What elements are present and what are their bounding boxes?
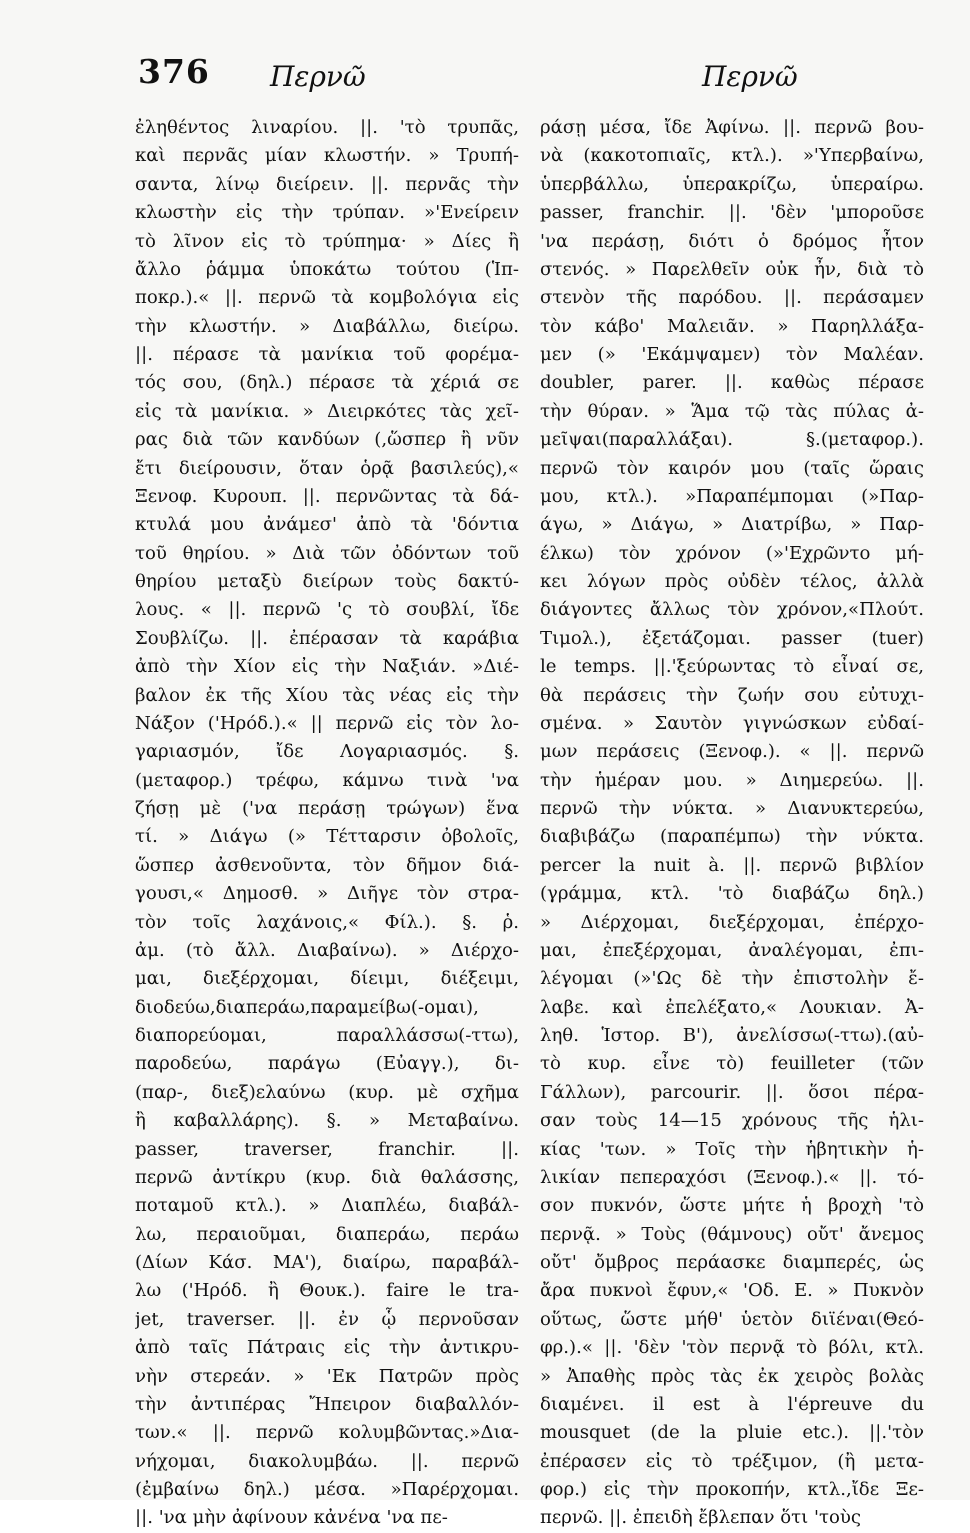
text-line: ὥσπερ ἀσθενοῦντα, τὸν δῆμον διά-: [135, 854, 519, 876]
text-line: (μεταφορ.) τρέφω, κάμνω τινὰ 'να: [135, 769, 519, 791]
text-line: ἀμ. (τὸ ἄλλ. Διαβαίνω). » Διέρχο-: [135, 939, 519, 961]
text-line: passer, franchir. ||. 'δὲν 'μποροῦσε: [540, 202, 924, 224]
text-line: μαι, διεξέρχομαι, δίειμι, διέξειμι,: [135, 968, 519, 990]
text-line: περνῶ τὸν καιρόν μου (ταῖς ὥραις: [540, 457, 924, 479]
text-line: λους. « ||. περνῶ 'ς τὸ σουβλί, ἴδε: [135, 599, 519, 621]
text-line: περνῶ. ||. ἐπειδὴ ἔβλεπαν ὅτι 'τοὺς: [540, 1507, 862, 1529]
text-line: mousquet (de la pluie etc.). ||.'τὸν: [540, 1422, 924, 1444]
text-line: τί. » Διάγω (» Τέτταρσιν ὀβολοῖς,: [135, 826, 519, 848]
text-line: σμένα. » Σαυτὸν γιγνώσκων εὐδαί-: [540, 712, 924, 734]
text-line: νὴν στερεάν. » 'Εκ Πατρῶν πρὸς: [135, 1365, 519, 1387]
text-line: (παρ-, διεξ)ελαύνω (κυρ. μὲ σχῆμα: [135, 1081, 519, 1103]
text-line: ἔτι διείρουσιν, ὅταν ὁρᾷ βασιλεύς),«: [135, 457, 519, 479]
text-line: (ἐμβαίνω δηλ.) μέσα. »Παρέρχομαι.: [135, 1479, 519, 1500]
text-line: μου, κτλ.). »Παραπέμπομαι (»Παρ-: [540, 485, 924, 507]
text-line: μαι, ἐπεξέρχομαι, ἀναλέγομαι, ἐπι-: [540, 939, 924, 961]
text-line: τὴν ἀντιπέρας Ἤπειρον διαβαλλόν-: [135, 1393, 519, 1415]
text-line: jet, traverser. ||. ἐν ᾧ περνοῦσαν: [135, 1308, 519, 1330]
text-line: διάγοντες ἄλλως τὸν χρόνον,«Πλούτ.: [540, 599, 924, 621]
text-line: έλκω) τὸν χρόνον (»'Εχρῶντο μή-: [540, 542, 924, 564]
text-line: passer, traverser, franchir. ||.: [135, 1138, 519, 1160]
text-line: στενὸν τῆς παρόδου. ||. περάσαμεν: [540, 287, 924, 309]
text-line: τοῦ θηρίου. » Διὰ τῶν ὀδόντων τοῦ: [135, 542, 519, 564]
text-line: καὶ περνᾶς μίαν κλωστήν. » Τρυπή-: [135, 145, 519, 167]
text-line: κλωστὴν εἰς τὴν τρύπαν. »'Ενείρειν: [135, 202, 519, 224]
text-line: θὰ περάσεις τὴν ζωήν σου εὐτυχι-: [540, 684, 924, 706]
text-line: ἄλλο ῥάμμα ὑποκάτω τούτου (Ἱπ-: [135, 258, 519, 280]
text-line: (γράμμα, κτλ. 'τὸ διαβάζω δηλ.): [540, 883, 924, 905]
text-line: 'να περάσῃ, διότι ὁ δρόμος ἦτον: [540, 230, 924, 252]
text-line: παροδεύω, παράγω (Εὐαγγ.), δι-: [135, 1053, 519, 1075]
text-line: Νάξον ('Ηρόδ.).« || περνῶ εἰς τὸν λο-: [135, 712, 519, 734]
text-line: τὴν κλωστήν. » Διαβάλλω, διείρω.: [135, 315, 519, 337]
text-line: ἄρα πυκνοὶ ἔφυν,« 'Οδ. Ε. » Πυκνὸν: [540, 1280, 924, 1302]
text-line: λικίαν πεπεραχόσι (Ξενοφ.).« ||. τό-: [540, 1166, 924, 1188]
text-line: τὸν τοῖς λαχάνοις,« Φίλ.). §. ῥ.: [135, 911, 519, 933]
text-line: ἢ καβαλλάρης). §. » Μεταβαίνω.: [135, 1110, 519, 1132]
running-head-left: Περνῶ: [270, 60, 366, 93]
text-line: θηρίου μεταξὺ διείρων τοὺς δακτύ-: [135, 571, 519, 592]
text-line: ||. πέρασε τὰ μανίκια τοῦ φορέμα-: [135, 344, 519, 365]
text-line: κτυλά μου ἀνάμεσ' ἀπὸ τὰ 'δόντια: [135, 514, 519, 536]
text-line: περνῶ ἀντίκρυ (κυρ. διὰ θαλάσσης,: [135, 1166, 519, 1188]
page-number: 376: [138, 52, 210, 91]
text-line: ράσῃ μέσα, ἴδε Ἀφίνω. ||. περνῶ βου-: [540, 117, 924, 138]
text-line: σον πυκνόν, ὥστε μήτε ἡ βροχὴ 'τὸ: [540, 1195, 924, 1217]
text-line: (Δίων Κάσ. ΜΑ'), διαίρω, παραβάλ-: [135, 1252, 519, 1273]
text-line: » Διέρχομαι, διεξέρχομαι, ἐπέρχο-: [540, 911, 924, 933]
text-line: Γάλλων), parcourir. ||. ὅσοι πέρα-: [540, 1081, 924, 1103]
text-line: περνῶ τὴν νύκτα. » Διανυκτερεύω,: [540, 798, 924, 819]
text-line: Σουβλίζω. ||. ἐπέρασαν τὰ καράβια: [135, 627, 519, 649]
text-line: βαλον ἐκ τῆς Χίου τὰς νέας εἰς τὴν: [135, 684, 519, 706]
text-line: νήχομαι, διακολυμβάω. ||. περνῶ: [135, 1450, 519, 1472]
text-line: περνᾷ. » Τοὺς (θάμνους) οὔτ' ἄνεμος: [540, 1223, 924, 1245]
text-line: τός σου, (δηλ.) πέρασε τὰ χέριά σε: [135, 372, 519, 394]
text-line: ποκρ.).« ||. περνῶ τὰ κομβολόγια εἰς: [135, 287, 519, 309]
text-line: τὴν θύραν. » Ἅμα τῷ τὰς πύλας ἀ-: [540, 400, 924, 422]
text-line: » Ἀπαθὴς πρὸς τὰς ἐκ χειρὸς βολὰς: [540, 1365, 924, 1387]
text-line: σαν τοὺς 14—15 χρόνους τῆς ἡλι-: [540, 1110, 924, 1132]
text-line: ποταμοῦ κτλ.). » Διαπλέω, διαβάλ-: [135, 1195, 519, 1217]
text-line: ληθ. Ἱστορ. Β'), ἀνελίσσω(-ττω).(αὐ-: [540, 1025, 924, 1046]
text-line: ζήσῃ μὲ ('να περάσῃ τρώγων) ἕνα: [135, 798, 519, 819]
text-line: διοδεύω,διαπεράω,παραμείβω(-ομαι),: [135, 996, 479, 1018]
text-line: στενός. » Παρελθεῖν οὐκ ἦν, διὰ τὸ: [540, 258, 924, 280]
text-line: doubler, parer. ||. καθὼς πέρασε: [540, 372, 924, 394]
text-line: γαριασμόν, ἴδε Λογαριασμός. §.: [135, 741, 519, 763]
text-line: οὕτως, ὥστε μήθ' ὑετὸν διϊέναι(Θεό-: [540, 1308, 924, 1330]
text-line: λαβε. καὶ ἐπελέξατο,« Λουκιαν. Ἀ-: [540, 996, 924, 1018]
text-line: le temps. ||.'ξεύρωντας τὸ εἶναί σε,: [540, 656, 924, 678]
text-line: νὰ (κακοτοπιαῖς, κτλ.). »'Υπερβαίνω,: [540, 145, 924, 167]
text-line: φρ.).« ||. 'δὲν 'τὸν περνᾷ τὸ βόλι, κτλ.: [540, 1337, 924, 1359]
text-line: των.« ||. περνῶ κολυμβῶντας.»Δια-: [135, 1422, 519, 1444]
text-line: διαπορεύομαι, παραλλάσσω(-ττω),: [135, 1025, 519, 1046]
text-line: percer la nuit à. ||. περνῶ βιβλίον: [540, 854, 924, 876]
text-line: τὸ λῖνον εἰς τὸ τρύπημα· » Δίες ἢ: [135, 230, 519, 252]
text-line: οὔτ' ὄμβρος περάασκε διαμπερές, ὡς: [540, 1252, 924, 1273]
text-line: τὴν ἡμέραν μου. » Διημερεύω. ||.: [540, 769, 924, 791]
text-line: ||. 'να μὴν ἀφίνουν κἀνένα 'να πε-: [135, 1507, 448, 1529]
text-line: μων περάσεις (Ξενοφ.). « ||. περνῶ: [540, 741, 924, 763]
text-line: γουσι,« Δημοσθ. » Διῆγε τὸν στρα-: [135, 883, 519, 905]
text-line: ἀπὸ τὴν Χίον εἰς τὴν Ναξιάν. »Διέ-: [135, 656, 519, 678]
text-line: άγω, » Διάγω, » Διατρίβω, » Παρ-: [540, 514, 924, 536]
text-line: ρας διὰ τῶν κανδύων (,ὥσπερ ἢ νῦν: [135, 429, 519, 451]
text-line: μεν (» 'Εκάμψαμεν) τὸν Μαλέαν.: [540, 344, 924, 365]
text-line: εἰς τὰ μανίκια. » Διειρκότες τὰς χεῖ-: [135, 400, 519, 422]
text-line: σαντα, λίνῳ διείρειν. ||. περνᾶς τὴν: [135, 173, 519, 195]
text-line: διαμένει. il est à l'épreuve du: [540, 1393, 924, 1415]
text-line: ἀπὸ ταῖς Πάτραις εἰς τὴν ἀντικρυ-: [135, 1337, 519, 1359]
text-line: λω ('Ηρόδ. ἢ Θουκ.). faire le tra-: [135, 1280, 519, 1302]
right-column: [540, 114, 924, 1533]
text-line: μεῖψαι(παραλλάξαι). §.(μεταφορ.).: [540, 429, 924, 451]
text-line: τὸν κάβο' Μαλειᾶν. » Παρηλλάξα-: [540, 315, 924, 337]
text-line: διαβιβάζω (παραπέμπω) τὴν νύκτα.: [540, 826, 924, 848]
text-line: Ξενοφ. Κυρουπ. ||. περνῶντας τὰ δά-: [135, 485, 519, 507]
text-line: κίας 'των. » Τοῖς τὴν ἡβητικὴν ἡ-: [540, 1138, 924, 1160]
running-head-right: Περνῶ: [702, 60, 798, 93]
text-line: ἐληθέντος λιναρίου. ||. 'τὸ τρυπᾶς,: [135, 117, 519, 138]
text-line: ὑπερβάλλω, ὑπερακρίζω, ὑπεραίρω.: [540, 173, 924, 195]
text-line: λέγομαι (»'Ως δὲ τὴν ἐπιστολὴν ἔ-: [540, 968, 924, 990]
text-line: κει λόγων πρὸς οὐδὲν τέλος, ἀλλὰ: [540, 571, 924, 592]
left-column: [135, 114, 519, 1533]
text-line: φορ.) εἰς τὴν προκοπήν, κτλ.,ἴδε Ξε-: [540, 1479, 924, 1500]
text-line: ἐπέρασεν εἰς τὸ τρέξιμον, (ἢ μετα-: [540, 1450, 924, 1472]
text-line: λω, περαιοῦμαι, διαπεράω, περάω: [135, 1223, 519, 1245]
text-line: Τιμολ.), ἐξετάζομαι. passer (tuer): [540, 627, 924, 649]
text-line: τὸ κυρ. εἶνε τὸ) feuilleter (τῶν: [540, 1053, 924, 1075]
